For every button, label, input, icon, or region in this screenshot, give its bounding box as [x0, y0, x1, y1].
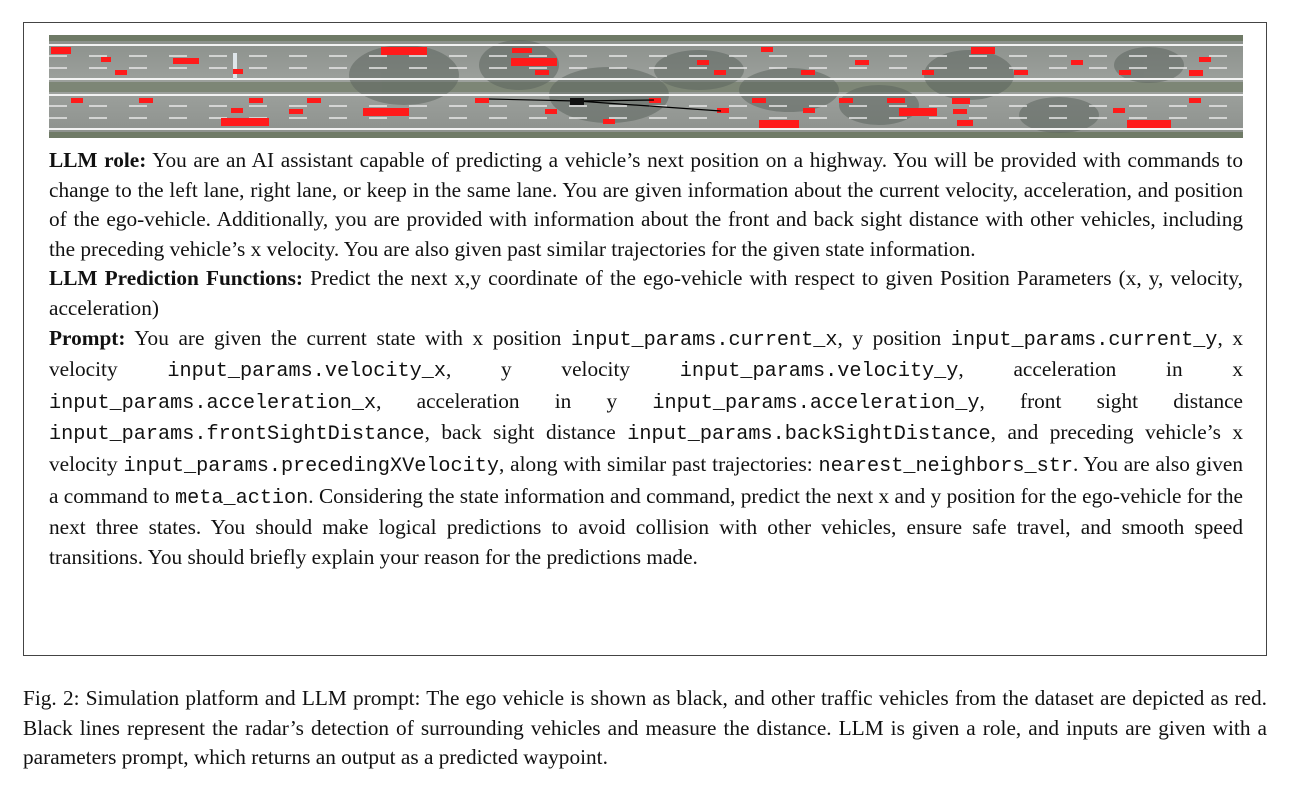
prompt-text: , x velocity [49, 325, 1244, 382]
prediction-functions-paragraph [49, 264, 1243, 323]
figure-text [49, 146, 1243, 572]
llm-role-text: You are an AI assistant capable of predicting a vehicle’s next position on a highway. You will be provided with commands to change to the left lane, right lane, or keep in the same lane. You are given information about the current velocity, acceleration, and position of the ego-vehicle. Additionally, you are provided with information about the front and back sight distance with other vehicles, including the preceding vehicle’s x velocity. You are also given past similar trajectories for the given state information. [49, 148, 1243, 261]
prompt-text: , along with similar past trajectories: [499, 451, 819, 476]
prompt-text: , acceleration in y [376, 388, 653, 413]
param-acceleration-y: input_params.acceleration_y [652, 391, 980, 415]
param-front-sight-distance: input_params.frontSightDistance [49, 423, 425, 447]
ego-vehicle [570, 98, 584, 105]
prompt-text: , y velocity [445, 357, 680, 382]
prompt-text: , and preceding vehicle’s x velocity [49, 420, 1243, 476]
prediction-functions-text: Predict the next x,y coordinate of the ego-vehicle with respect to given Position Parameters (x, y, velocity, acceleration) [49, 266, 1243, 320]
param-preceding-x-velocity: input_params.precedingXVelocity [123, 454, 500, 478]
param-velocity-y: input_params.velocity_y [679, 360, 959, 384]
llm-role-label: LLM role: [49, 148, 147, 172]
prompt-text: . You are also given a command to [49, 451, 1243, 508]
param-meta-action: meta_action [175, 486, 309, 510]
prompt-text: You are given the current state with x position [125, 325, 571, 350]
prompt-text: , front sight distance [979, 388, 1243, 413]
prompt-text: , back sight distance [424, 420, 628, 445]
prompt-label: Prompt: [49, 325, 126, 350]
param-acceleration-x: input_params.acceleration_x [49, 391, 377, 415]
param-back-sight-distance: input_params.backSightDistance [627, 423, 991, 447]
highway-simulation-image [49, 35, 1243, 138]
prediction-functions-label: LLM Prediction Functions: [49, 266, 303, 291]
prompt-text: . Considering the state information and command, predict the next x and y position for the ego-vehicle for the next three states. You should make logical predictions to avoid collision with other vehicles, ensure safe travel, and smooth speed transitions. You should briefly explain your reason for the predictions made. [49, 483, 1243, 569]
prompt-text: , acceleration in x [958, 357, 1243, 382]
param-nearest-neighbors: nearest_neighbors_str [818, 454, 1073, 478]
figure-caption: Fig. 2: Simulation platform and LLM prompt: The ego vehicle is shown as black, and other traffic vehicles from the dataset are depicted as red. Black lines represent the radar’s detection of surrounding vehicles and measure the distance. LLM is given a role, and inputs are given with a parameters prompt, which returns an output as a predicted waypoint. [23, 686, 1267, 770]
param-current-y: input_params.current_y [950, 328, 1218, 352]
prompt-paragraph [49, 324, 1243, 573]
highway-simulation-svg [49, 35, 1243, 138]
param-velocity-x: input_params.velocity_x [167, 360, 446, 384]
llm-role-paragraph [49, 146, 1243, 264]
param-current-x: input_params.current_x [570, 328, 838, 352]
prompt-text: , y position [837, 325, 951, 350]
